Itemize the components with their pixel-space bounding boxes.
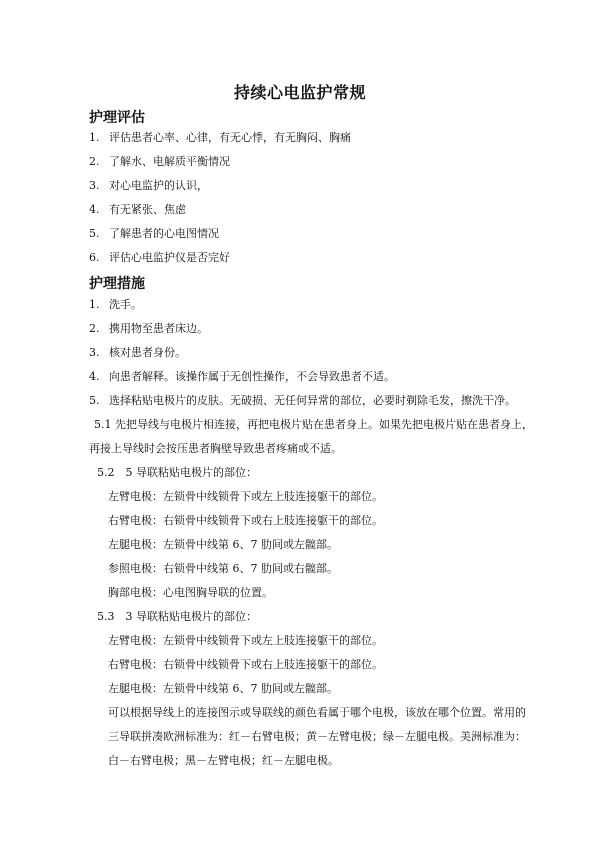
list-item-text: 对心电监护的认识，	[109, 179, 208, 192]
list-item-number: 2.	[89, 155, 100, 168]
list-item	[89, 203, 186, 217]
list-item	[89, 155, 230, 169]
paragraph-line: 三导联拼凑欧洲标准为：红－右臂电极；黄－左臂电极；绿－左腿电极。美洲标准为：	[108, 730, 526, 743]
list-item-number: 3.	[89, 179, 100, 192]
list-item	[89, 298, 142, 312]
list-item-text: 选择粘贴电极片的皮肤。无破损、无任何异常的部位，必要时剃除毛发，擦洗干净。	[109, 394, 516, 407]
electrode-line: 右臂电极：右锁骨中线锁骨下或右上肢连接躯干的部位。	[108, 658, 383, 671]
paragraph-line: 可以根据导线上的连接图示或导联线的颜色看属于哪个电极，该放在哪个位置。常用的	[108, 706, 526, 719]
list-item	[89, 251, 230, 265]
list-item-number: 1.	[89, 298, 100, 311]
section-heading-measures: 护理措施	[89, 276, 145, 292]
list-item-number: 4.	[89, 203, 100, 216]
electrode-line: 左臂电极：左锁骨中线锁骨下或左上肢连接躯干的部位。	[108, 490, 383, 503]
paragraph-line: 5.1 先把导线与电极片相连接，再把电极片贴在患者身上。如果先把电极片贴在患者身上，	[94, 418, 533, 431]
paragraph-line: 再接上导线时会按压患者胸壁导致患者疼痛或不适。	[89, 442, 342, 455]
list-item-number: 3.	[89, 346, 100, 359]
list-item-number: 6.	[89, 251, 100, 264]
list-item	[89, 394, 516, 408]
list-item	[89, 346, 186, 360]
list-item-number: 5.	[89, 227, 100, 240]
document-title: 持续心电监护常规	[233, 83, 366, 102]
list-item-number: 1.	[89, 131, 100, 144]
list-item-number: 5.	[89, 394, 100, 407]
electrode-line: 右臂电极：右锁骨中线锁骨下或右上肢连接躯干的部位。	[108, 514, 383, 527]
list-item-text: 了解水、电解质平衡情况	[109, 155, 230, 168]
list-item-number: 4.	[89, 370, 100, 383]
section-heading-assessment: 护理评估	[89, 110, 145, 126]
electrode-line: 胸部电极：心电图胸导联的位置。	[108, 586, 273, 599]
electrode-line: 左腿电极：左锁骨中线第 6、7 肋间或左髋部。	[108, 538, 338, 551]
list-item-text: 向患者解释。该操作属于无创性操作，不会导致患者不适。	[109, 370, 395, 383]
paragraph-line: 白－右臂电极；黑－左臂电极；红－左腿电极。	[108, 754, 339, 767]
list-item-text: 携用物至患者床边。	[109, 322, 208, 335]
subsection-heading: 5.2 5 导联粘贴电极片的部位：	[97, 466, 257, 479]
list-item	[89, 227, 219, 241]
list-item-text: 核对患者身份。	[109, 346, 186, 359]
list-item-text: 评估心电监护仪是否完好	[109, 251, 230, 264]
list-item	[89, 322, 208, 336]
list-item-text: 了解患者的心电图情况	[109, 227, 219, 240]
list-item-number: 2.	[89, 322, 100, 335]
subsection-heading: 5.3 3 导联粘贴电极片的部位：	[97, 610, 257, 623]
list-item-text: 评估患者心率、心律，有无心悸，有无胸闷、胸痛	[109, 131, 351, 144]
electrode-line: 参照电极：右锁骨中线第 6、7 肋间或右髋部。	[108, 562, 338, 575]
list-item	[89, 179, 208, 193]
list-item	[89, 370, 395, 384]
list-item	[89, 131, 351, 145]
electrode-line: 左腿电极：左锁骨中线第 6、7 肋间或左髋部。	[108, 682, 338, 695]
list-item-text: 洗手。	[109, 298, 142, 311]
electrode-line: 左臂电极：左锁骨中线锁骨下或左上肢连接躯干的部位。	[108, 634, 383, 647]
list-item-text: 有无紧张、焦虑	[109, 203, 186, 216]
